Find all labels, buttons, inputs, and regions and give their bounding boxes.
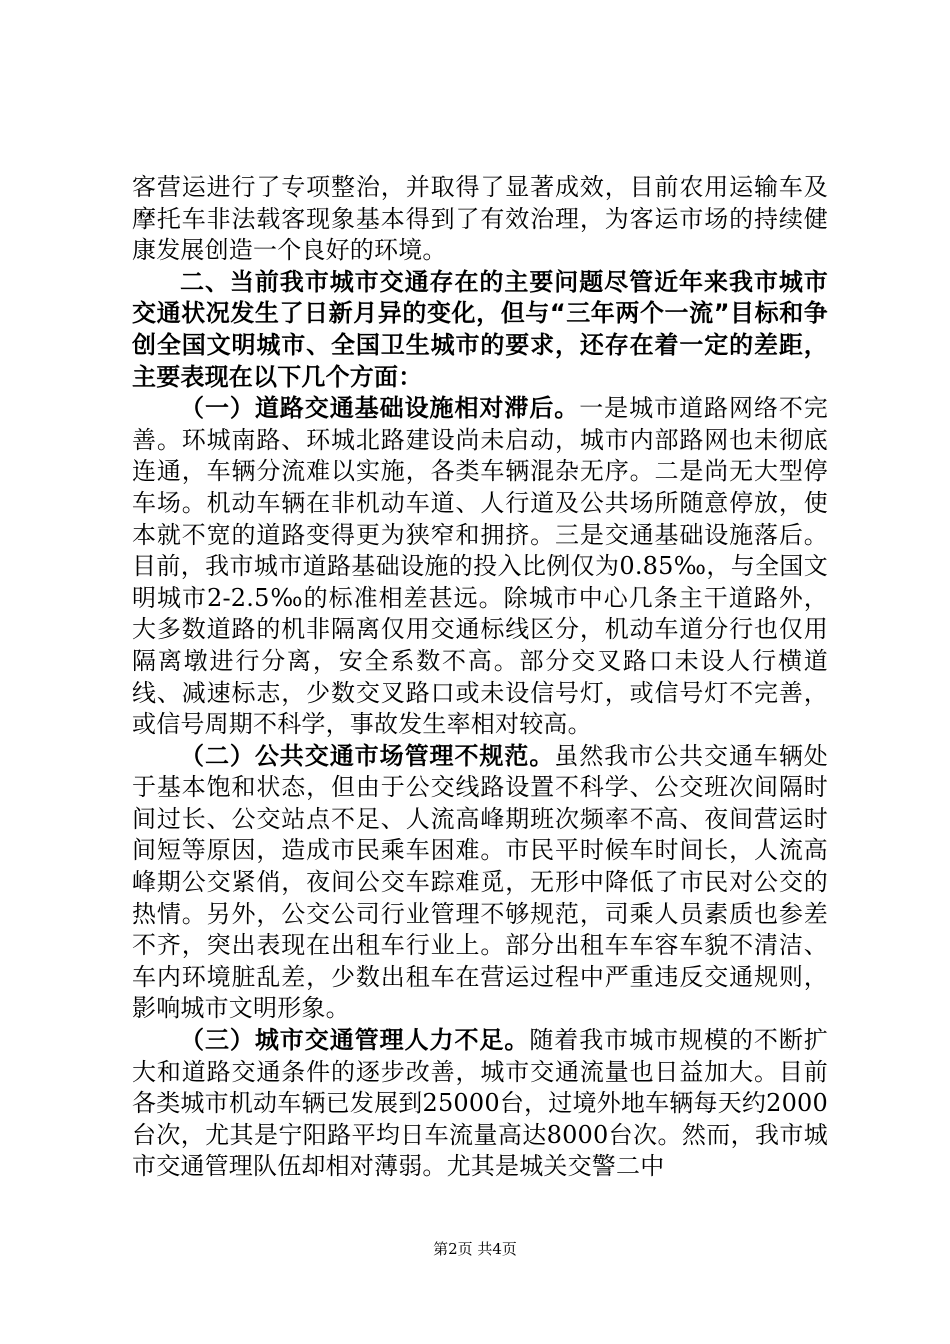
document-body (132, 172, 828, 1183)
paragraph-continuation (132, 172, 828, 267)
subsection-heading: （二）公共交通市场管理不规范。 (180, 741, 555, 770)
section-heading-text: 二、当前我市城市交通存在的主要问题尽管近年来我市城市交通状况发生了日新月异的变化，但与“三年两个一流”目标和争创全国文明城市、全国卫生城市的要求，还存在着一定的差距，主要表现在以下几个方面： (132, 267, 828, 391)
subsection-paragraph-2 (132, 741, 828, 1025)
paragraph-text: 客营运进行了专项整治，并取得了显著成效，目前农用运输车及摩托车非法载客现象基本得到了有效治理，为客运市场的持续健康发展创造一个良好的环境。 (132, 173, 828, 265)
subsection-paragraph-3 (132, 1025, 828, 1183)
subsection-heading: （一）道路交通基础设施相对滞后。 (180, 394, 580, 423)
paragraph-text: 一是城市道路网络不完善。环城南路、环城北路建设尚未启动，城市内部路网也未彻底连通，车辆分流难以实施，各类车辆混杂无序。二是尚无大型停车场。机动车辆在非机动车道、人行道及公共场所随意停放，使本就不宽的道路变得更为狭窄和拥挤。三是交通基础设施落后。目前，我市城市道路基础设施的投入比例仅为0.85‰，与全国文明城市2-2.5‰的标准相差甚远。除城市中心几条主干道路外，大多数道路的机非隔离仅用交通标线区分，机动车道分行也仅用隔离墩进行分离，安全系数不高。部分交叉路口未设人行横道线、减速标志，少数交叉路口或未设信号灯，或信号灯不完善，或信号周期不科学，事故发生率相对较高。 (132, 394, 829, 739)
section-heading-paragraph (132, 267, 828, 393)
subsection-heading: （三）城市交通管理人力不足。 (180, 1026, 530, 1055)
page-footer: 第2页 共4页 (433, 1240, 517, 1258)
paragraph-text: 随着我市城市规模的不断扩大和道路交通条件的逐步改善，城市交通流量也日益加大。目前各类城市机动车辆已发展到25000台，过境外地车辆每天约2000台次，尤其是宁阳路平均日车流量高达8000台次。然而，我市城市交通管理队伍却相对薄弱。尤其是城关交警二中 (132, 1026, 828, 1181)
subsection-paragraph-1 (132, 393, 828, 741)
paragraph-text: 虽然我市公共交通车辆处于基本饱和状态，但由于公交线路设置不科学、公交班次间隔时间过长、公交站点不足、人流高峰期班次频率不高、夜间营运时间短等原因，造成市民乘车困难。市民平时候车时间长，人流高峰期公交紧俏，夜间公交车踪难觅，无形中降低了市民对公交的热情。另外，公交公司行业管理不够规范，司乘人员素质也参差不齐，突出表现在出租车行业上。部分出租车车容车貌不清洁、车内环境脏乱差，少数出租车在营运过程中严重违反交通规则，影响城市文明形象。 (132, 741, 828, 1023)
